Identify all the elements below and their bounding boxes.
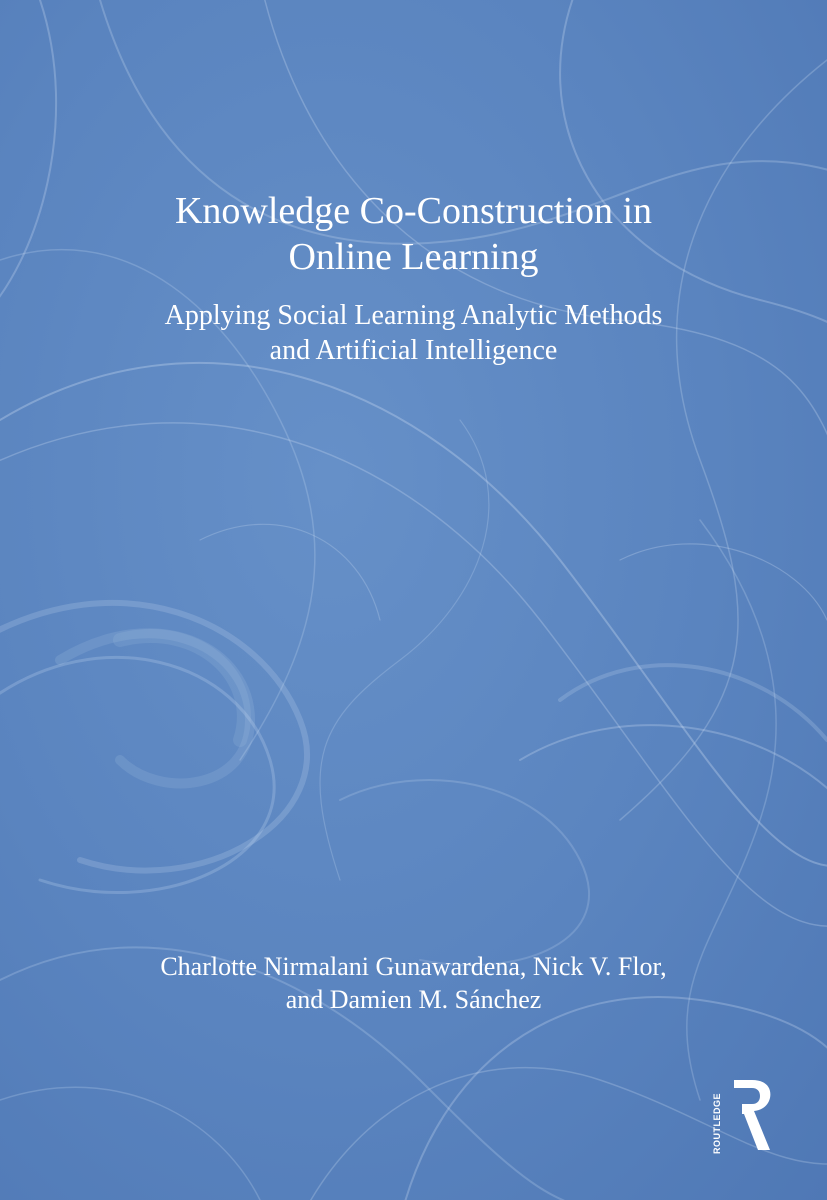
authors-line-1: Charlotte Nirmalani Gunawardena, Nick V. Flor,: [160, 952, 667, 981]
subtitle-line-2: and Artificial Intelligence: [269, 335, 558, 366]
title-block: [0, 188, 827, 368]
subtitle-line-1: Applying Social Learning Analytic Methods: [164, 300, 663, 331]
book-title: [0, 188, 827, 280]
book-subtitle: [0, 298, 827, 368]
book-authors: [0, 950, 827, 1016]
publisher-name: ROUTLEDGE: [712, 1092, 722, 1154]
authors-line-2: and Damien M. Sánchez: [285, 985, 542, 1014]
title-line-1: Knowledge Co-Construction in: [174, 190, 653, 232]
title-line-2: Online Learning: [288, 236, 539, 278]
